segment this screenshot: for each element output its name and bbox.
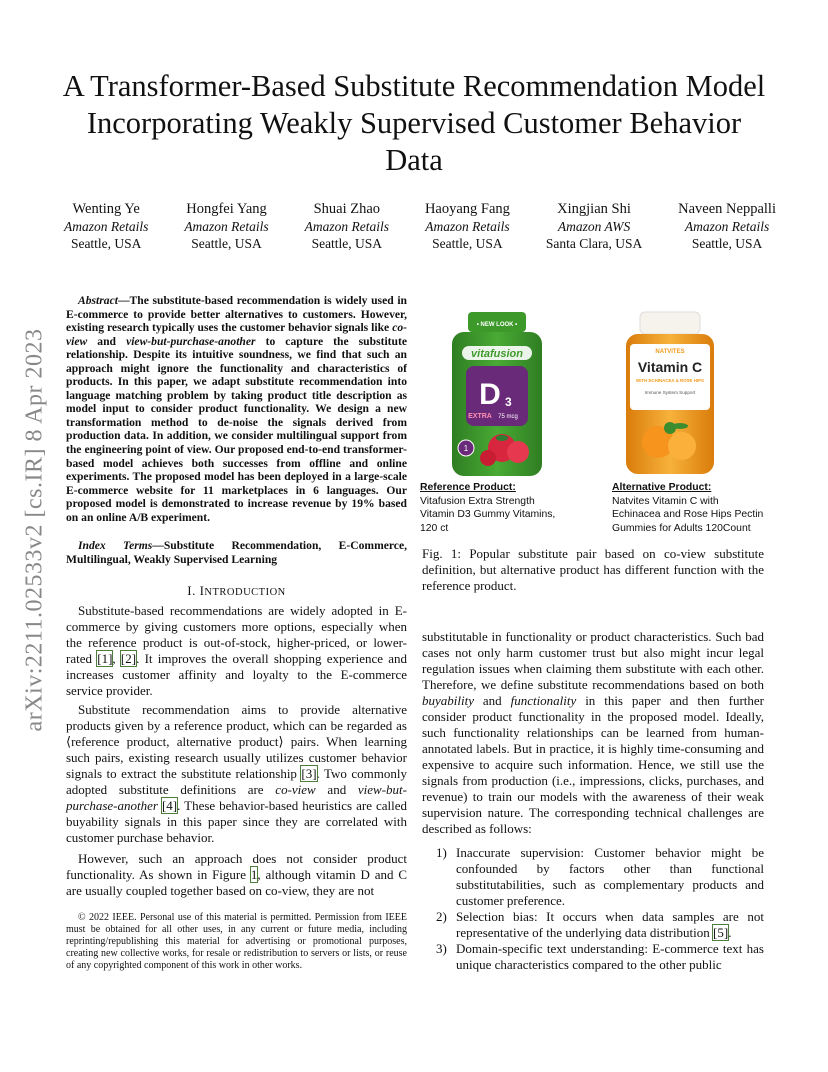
abstract-lead: Abstract (78, 294, 118, 307)
author-affiliation: Amazon Retails (184, 219, 269, 234)
alternative-line: Echinacea and Rose Hips Pectin (612, 509, 764, 520)
paragraph-text: Substitute recommendation aims to provide alternative products given by a reference product, which can be regarded as ⟨reference product, alternative product⟩ pairs. When learning such pairs, existing research usually utilizes customer behavior signals to extract the substitute relationship (66, 702, 407, 781)
author-location: Seattle, USA (70, 236, 142, 251)
vitamin-letter: D (479, 378, 501, 411)
author-name: Shuai Zhao (313, 201, 381, 217)
author-affiliation: Amazon Retails (425, 219, 510, 234)
author-4 (425, 201, 510, 252)
citation-link[interactable]: [3] (301, 766, 317, 781)
list-item (436, 845, 764, 909)
paragraph-text: , (112, 651, 121, 666)
list-text: . (728, 925, 732, 940)
figure-caption: Fig. 1: Popular substitute pair based on co-view substitute definition, but alternative product has different function with the reference product. (422, 546, 764, 593)
author-3 (305, 201, 389, 252)
intro-paragraph-2 (66, 702, 407, 846)
author-name: Xingjian Shi (557, 201, 631, 217)
bottle-tag: Immune System Support (644, 390, 696, 395)
list-item (436, 941, 764, 973)
author-name: Wenting Ye (72, 201, 140, 217)
paragraph-text: . Two commonly adopted substitute definitions are (66, 766, 407, 797)
count-badge: 1 (463, 444, 469, 453)
abstract-emphasis: co-view (66, 321, 407, 348)
author-affiliation: Amazon AWS (557, 219, 631, 234)
list-number: 3) (436, 941, 447, 956)
author-location: Seattle, USA (191, 236, 262, 251)
challenge-list (436, 845, 764, 973)
abstract-text: —The substitute-based recommendation is widely used in E-commerce to provide better alternatives to customers. However, existing research typically uses the customer behavior signals like (66, 294, 407, 335)
reference-line: 120 ct (420, 522, 449, 534)
list-text: Domain-specific text understanding: E-commerce text has unique characteristics compared to the other public (456, 941, 764, 972)
alternative-product-label (612, 481, 766, 535)
index-terms-text: —Substitute Recommendation, E-Commerce, Multilingual, Weakly Supervised Learning (66, 539, 407, 566)
author-2 (184, 201, 268, 252)
author-name: Haoyang Fang (424, 201, 510, 217)
citation-link[interactable]: [4] (161, 798, 178, 813)
figure-link[interactable]: 1 (250, 867, 258, 882)
author-1 (64, 201, 148, 252)
paragraph-emphasis: view-but-purchase-another (66, 782, 407, 813)
paragraph-text: . These behavior-based heuristics are called buyability signals in this paper since they are correlated with customer purchase behavior. (66, 798, 408, 845)
paragraph-emphasis: functionality (510, 693, 577, 708)
citation-link[interactable]: [1] (97, 651, 113, 666)
paragraph-text: , although vitamin D and C are usually coupled together based on co-view, they are not (66, 867, 407, 898)
vitamin-name: Vitamin C (637, 359, 703, 375)
vitamin-subscript: 3 (505, 395, 512, 409)
section-heading-text: I. INTRODUCTION (187, 583, 286, 598)
copyright-notice: © 2022 IEEE. Personal use of this material is permitted. Permission from IEEE must be obtained for all other uses, in any current or future media, including reprinting/republishing this material for advertising or promotional purposes, creating new collective works, for resale or redistribution to servers or lists, or reuse of any copyrighted component of this work in other works. (66, 912, 407, 971)
alternative-line: Natvites Vitamin C with (612, 495, 719, 507)
abstract-text: and (87, 334, 127, 348)
natvites-bottle-image (622, 310, 718, 478)
citation-link[interactable]: [5] (713, 925, 729, 940)
author-location: Santa Clara, USA (545, 236, 643, 251)
paragraph-text: substitutable in functionality or product characteristics. Such bad cases not only harm customer trust but also might incur legal regulation issues when claiming them substitute with each other. Therefore, we define substitute recommendations based on both (422, 629, 764, 692)
abstract-emphasis: view-but-purchase-another (126, 334, 256, 348)
author-name: Naveen Neppalli (678, 201, 776, 217)
abstract-text: to capture the substitute relationship. Despite its intuitive soundness, we find that such an approach might ignore the functionality and characteristics of products. In this paper, we adapt substitute recommendation into language matching problem by taking product title description as model input to consider product functionality. We design a new transformation method to de-noise the signals derived from production data. In addition, we consider multilingual support from the engineering point of view. Our proposed end-to-end transformer-based model achieves both successes from offline and online experiments. The proposed model has been deployed in a large-scale E-commerce website for 11 marketplaces in 6 languages. Our proposed model is demonstrated to increase revenue by 19% based on an online A/B experiment. (66, 334, 407, 524)
abstract (66, 294, 407, 524)
arxiv-id: arXiv:2211.02533v2 [cs.IR] 8 Apr 2023 (21, 328, 48, 732)
author-affiliation: Amazon Retails (64, 219, 149, 234)
list-number: 1) (436, 845, 447, 860)
paragraph-text: and (474, 693, 511, 708)
author-location: Seattle, USA (311, 236, 383, 251)
author-6 (678, 201, 776, 252)
author-location: Seattle, USA (691, 236, 763, 251)
index-terms (66, 539, 407, 566)
brand-text: NATVITES (655, 349, 685, 355)
vitafusion-bottle-image (450, 310, 544, 478)
reference-line: Vitafusion Extra Strength (420, 495, 535, 507)
reference-heading: Reference Product: (420, 482, 516, 493)
author-list (64, 201, 776, 252)
author-name: Hongfei Yang (186, 201, 267, 217)
paragraph-emphasis: buyability (422, 693, 474, 708)
index-terms-lead: Index Terms (78, 539, 153, 552)
citation-link[interactable]: [2] (120, 651, 137, 666)
author-affiliation: Amazon Retails (684, 219, 770, 234)
dose-text: 75 mcg (498, 414, 518, 420)
extra-text: EXTRA (468, 413, 492, 420)
bottle-cap (640, 312, 700, 334)
reference-line: Vitamin D3 Gummy Vitamins, (420, 509, 556, 520)
paragraph-emphasis: co-view (275, 782, 316, 797)
paragraph-text: and (315, 782, 358, 797)
figure-1 (420, 306, 766, 536)
author-5 (546, 201, 642, 252)
reference-product-label (420, 481, 590, 535)
list-item (436, 909, 764, 941)
paragraph-text: in this paper and then further consider product functionality in the proposed model. Ideally, such functionality relationships can be learned from human-annotated labels. But in practice, it is highly time-consuming and expensive to acquire such information. Hence, we still use the signals from production (i.e., impressions, clicks, purchases, and revenue) to train our models with the awareness of their weak supervision nature. The corresponding technical challenges are described as follows: (422, 693, 764, 836)
list-text: Inaccurate supervision: Customer behavior might be confounded by factors other than functional substitutabilities, such as complementary products and customer preference. (456, 845, 764, 908)
list-text: Selection bias: It occurs when data samples are not representative of the underlying data distribution (456, 909, 764, 940)
list-number: 2) (436, 909, 447, 924)
intro-paragraph-1 (66, 603, 407, 699)
paragraph-text: However, such an approach does not consider product functionality. As shown in Figure (66, 851, 407, 882)
bottle-subtitle: WITH ECHINACEA & ROSE HIPS (636, 378, 704, 383)
alternative-line: Gummies for Adults 120Count (612, 522, 751, 534)
right-paragraph-1 (422, 629, 764, 837)
brand-text: vitafusion (471, 348, 523, 360)
intro-paragraph-3 (66, 851, 407, 899)
arxiv-stamp (22, 300, 48, 760)
author-affiliation: Amazon Retails (304, 219, 389, 234)
paragraph-text: Substitute-based recommendations are widely adopted in E-commerce by giving customers more options, especially when the reference product is out-of-stock, higher-priced, or lower-rated (66, 603, 407, 666)
paragraph-text: . It improves the overall shopping experience and increases customer affinity and loyalty to the E-commerce service provider. (66, 651, 408, 698)
author-location: Seattle, USA (432, 236, 503, 251)
section-heading (66, 583, 407, 599)
badge-text: • NEW LOOK • (476, 322, 518, 328)
paper-title: A Transformer-Based Substitute Recommendation Model Incorporating Weakly Supervised Customer Behavior Data (62, 69, 766, 177)
alternative-heading: Alternative Product: (612, 482, 712, 493)
